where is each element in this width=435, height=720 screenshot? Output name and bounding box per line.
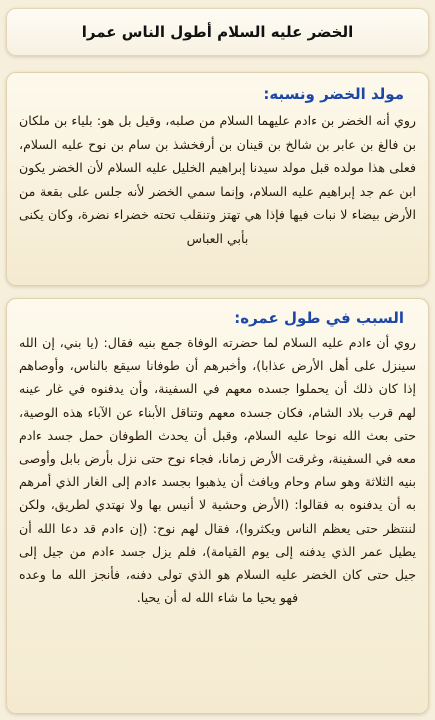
section-body-longevity: روي أن ءادم عليه السلام لما حضرته الوفاة جمع بنيه فقال: (يا بني، إن الله سينزل على أهل الأرض عذابا)، وأخبرهم أن طوفانا سيقع بالناس، وأوصاهم إذا كان ذلك أن يحملوا جسده معهم في السفينة، وأن يدفنوه في غار عينه لهم قرب بلاد الشام، فكان جسده معهم وتناقل الأبناء عن الآباء هذه الوصية، حتى بعث الله نوحا عليه السلام، وقبل أن يحدث الطوفان حمل جسد ءادم معه في السفينة، وغرقت الأرض زمانا، فجاء نوح حتى نزل بأرض بابل وأوصى بنيه الثلاثة وهو سام وحام ويافث أن يذهبوا بجسد ءادم إلى الغار الذي أمرهم به أن يدفنوه به فقالوا: (الأرض وحشية لا أنيس بها ولا نهتدي لطريق، ولكن لننتظر حتى يعظم الناس ويكثروا)، فقال لهم نوح: (إن ءادم قد دعا الله أن يطيل عمر الذي يدفنه إلى يوم القيامة)، فلم يزل جسد ءادم من جيل إلى جيل حتى كان الخضر عليه السلام هو الذي تولى دفنه، فأنجز الله ما وعده فهو يحيا ما شاء الله له أن يحيا. [19,335,416,606]
title-panel [6,8,429,56]
section-heading-lineage: مولد الخضر ونسبه: [263,85,404,103]
section-heading-longevity: السبب في طول عمره: [234,309,404,327]
section-longevity [6,298,429,714]
section-lineage [6,72,429,286]
section-body-lineage: روي أنه الخضر بن ءادم عليهما السلام من صلبه، وقيل بل هو: بلياء بن ملكان بن فالغ بن عابر بن شالخ بن قينان بن أرفخشذ بن سام بن نوح عليه السلام، فعلى هذا مولده قبل مولد سيدنا إبراهيم الخليل عليه السلام لأن الخضر يكون ابن عم جد إبراهيم عليه السلام، وإنما سمي الخضر لأنه جلس على بقعة من الأرض بيضاء لا نبات فيها فإذا هي تهتز وتنقلب تحته خضراء نضرة، وكان يكنى بأبي العباس [19,113,416,246]
page-title: الخضر عليه السلام أطول الناس عمرا [81,23,354,41]
